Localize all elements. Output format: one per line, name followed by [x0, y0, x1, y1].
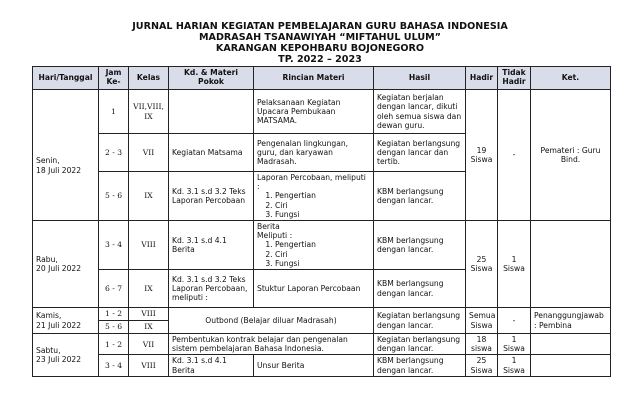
rincian-list	[257, 191, 370, 219]
day-cell	[33, 90, 99, 221]
rincian-cell: Pengenalan lingkungan, guru, dan karyawan Madrasah.	[254, 134, 374, 172]
rincian-cell	[254, 172, 374, 221]
day-name: Senin,	[36, 156, 60, 166]
day-name: Sabtu,	[36, 345, 61, 355]
kd-cell: Kegiatan Matsama	[169, 134, 254, 172]
day-date: 23 Juli 2022	[36, 354, 82, 364]
jam-cell: 2 - 3	[99, 134, 129, 172]
col-header-hadir: Hadir	[466, 67, 498, 90]
hasil-cell: KBM berlangsung dengan lancar.	[374, 270, 466, 308]
hasil-cell: KBM berlangsung dengan lancar.	[374, 172, 466, 221]
document-title: JURNAL HARIAN KEGIATAN PEMBELAJARAN GURU BAHASA INDONESIA	[132, 21, 508, 32]
rincian-cell: Unsur Berita	[254, 355, 374, 376]
kelas-cell: IX	[129, 172, 169, 221]
list-item: 3. Fungsi	[275, 259, 370, 268]
tidak-hadir-cell: 1 Siswa	[498, 334, 531, 355]
table-row	[33, 90, 611, 134]
hasil-cell: KBM berlangsung dengan lancar.	[374, 355, 466, 376]
rincian-cell: Stuktur Laporan Percobaan	[254, 270, 374, 308]
hasil-cell: Kegiatan berlangsung dengan lancar.	[374, 308, 466, 334]
hasil-cell: Kegiatan berlangsung dengan lancar.	[374, 334, 466, 355]
hasil-cell: KBM berlangsung dengan lancar.	[374, 221, 466, 270]
hadir-cell: 18 siswa	[466, 334, 498, 355]
jam-cell: 1 - 2	[99, 334, 129, 355]
table-header-row	[33, 67, 611, 90]
ket-cell	[531, 334, 611, 355]
col-header-tidak-hadir: Tidak Hadir	[498, 67, 531, 90]
hadir-cell: 19 Siswa	[466, 90, 498, 221]
kd-cell: Kd. 3.1 s.d 3.2 Teks Laporan Percobaan, meliputi :	[169, 270, 254, 308]
kd-cell: Kd. 3.1 s.d 4.1 Berita	[169, 355, 254, 376]
kelas-cell: VIII	[129, 221, 169, 270]
rincian-heading: Laporan Percobaan, meliputi :	[257, 173, 366, 192]
tidak-hadir-cell: 1 Siswa	[498, 355, 531, 376]
hadir-cell: Semua Siswa	[466, 308, 498, 334]
rincian-heading: Berita	[257, 222, 280, 232]
table-row	[33, 221, 611, 270]
hadir-cell: 25 Siswa	[466, 221, 498, 308]
tidak-hadir-cell: -	[498, 90, 531, 221]
kelas-cell: VII,VIII, IX	[129, 90, 169, 134]
list-item: 2. Ciri	[275, 250, 370, 259]
col-header-rincian: Rincian Materi	[254, 67, 374, 90]
table-row	[33, 334, 611, 355]
day-cell	[33, 308, 99, 334]
jam-cell: 1 - 2	[99, 308, 129, 321]
kd-cell: Kd. 3.1 s.d 3.2 Teks Laporan Percobaan	[169, 172, 254, 221]
kelas-cell: IX	[129, 321, 169, 334]
ket-cell	[531, 355, 611, 376]
kd-cell: Kd. 3.1 s.d 4.1 Berita	[169, 221, 254, 270]
col-header-kd: Kd. & Materi Pokok	[169, 67, 254, 90]
hasil-cell: Kegiatan berjalan dengan lancar, dikuti oleh semua siswa dan dewan guru.	[374, 90, 466, 134]
day-name: Kamis,	[36, 311, 62, 321]
ket-cell: Pemateri : Guru Bind.	[531, 90, 611, 221]
col-header-kelas: Kelas	[129, 67, 169, 90]
jam-cell: 1	[99, 90, 129, 134]
school-name: MADRASAH TSANAWIYAH “MIFTAHUL ULUM”	[198, 32, 441, 43]
tidak-hadir-cell: -	[498, 308, 531, 334]
list-item: 2. Ciri	[275, 201, 370, 210]
kd-cell	[169, 90, 254, 134]
rincian-subheading: Meliputi :	[257, 231, 293, 241]
col-header-ket: Ket.	[531, 67, 611, 90]
table-row	[33, 355, 611, 376]
list-item: 3. Fungsi	[275, 210, 370, 219]
col-header-jam: Jam Ke-	[99, 67, 129, 90]
day-date: 20 Juli 2022	[36, 264, 82, 274]
ket-cell: Penanggungjawab : Pembina	[531, 308, 611, 334]
kelas-cell: IX	[129, 270, 169, 308]
day-cell	[33, 221, 99, 308]
kelas-cell: VIII	[129, 355, 169, 376]
rincian-cell	[254, 221, 374, 270]
jam-cell: 5 - 6	[99, 172, 129, 221]
ket-cell	[531, 221, 611, 308]
day-date: 18 Juli 2022	[36, 165, 82, 175]
jam-cell: 5 - 6	[99, 321, 129, 334]
school-address: KARANGAN KEPOHBARU BOJONEGORO	[215, 43, 425, 54]
day-cell	[33, 334, 99, 377]
day-name: Rabu,	[36, 254, 58, 264]
outbond-cell: Outbond (Belajar diluar Madrasah)	[169, 308, 374, 334]
kelas-cell: VIII	[129, 308, 169, 321]
kelas-cell: VII	[129, 334, 169, 355]
table-row	[33, 308, 611, 321]
hadir-cell: 25 Siswa	[466, 355, 498, 376]
col-header-hasil: Hasil	[374, 67, 466, 90]
day-date: 21 Juli 2022	[36, 320, 82, 330]
jam-cell: 3 - 4	[99, 221, 129, 270]
kd-rincian-cell: Pembentukan kontrak belajar dan pengenalan sistem pembelajaran Bahasa Indonesia.	[169, 334, 374, 355]
col-header-hari: Hari/Tanggal	[33, 67, 99, 90]
school-year: TP. 2022 – 2023	[278, 54, 362, 65]
jam-cell: 3 - 4	[99, 355, 129, 376]
list-item: 1. Pengertian	[275, 240, 370, 249]
rincian-list	[257, 240, 370, 268]
journal-table	[32, 66, 611, 377]
jam-cell: 6 - 7	[99, 270, 129, 308]
list-item: 1. Pengertian	[275, 191, 370, 200]
kelas-cell: VII	[129, 134, 169, 172]
hasil-cell: Kegiatan berlangsung dengan lancar dan tertib.	[374, 134, 466, 172]
tidak-hadir-cell: 1 Siswa	[498, 221, 531, 308]
rincian-cell: Pelaksanaan Kegiatan Upacara Pembukaan MATSAMA.	[254, 90, 374, 134]
